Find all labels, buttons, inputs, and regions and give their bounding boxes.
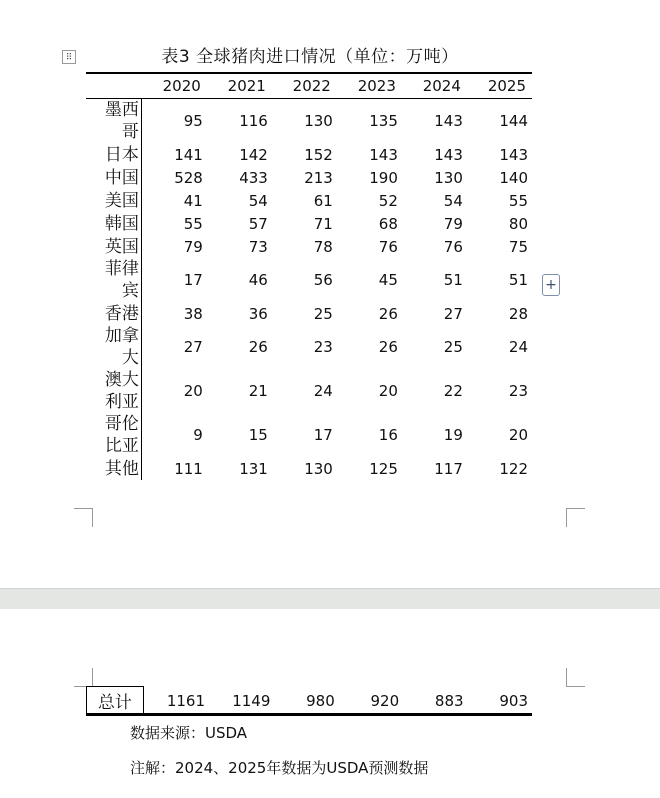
- country-name-line: 英国: [104, 236, 139, 257]
- import-value-cell: 52: [378, 191, 398, 210]
- table-caption: 表3 全球猪肉进口情况（单位：万吨）: [161, 47, 459, 67]
- import-value-cell: 20: [508, 426, 528, 444]
- country-name-cell: [86, 413, 141, 457]
- country-name-cell: [86, 143, 141, 166]
- total-value: 920: [370, 691, 400, 710]
- import-value-cell: 433: [239, 168, 268, 187]
- import-value-cell: 28: [508, 304, 528, 323]
- import-value-cell: 20: [378, 382, 398, 400]
- import-value-cell: 27: [443, 304, 463, 323]
- import-value-cell: 122: [499, 459, 528, 478]
- total-label: 总计: [87, 687, 144, 715]
- country-name-cell: [86, 302, 141, 325]
- country-name-cell: [86, 235, 141, 258]
- import-value-cell: 79: [443, 214, 463, 233]
- import-value-cell: 17: [183, 271, 203, 289]
- import-value-cell: 54: [248, 191, 268, 210]
- import-value-cell: 528: [174, 168, 203, 187]
- year-header: 2025: [467, 73, 532, 99]
- total-value: 980: [306, 691, 335, 710]
- import-value-cell: 17: [313, 426, 333, 444]
- country-name-cell: [86, 166, 141, 189]
- import-value-cell: 20: [183, 382, 203, 400]
- total-row: [87, 687, 533, 715]
- table-move-handle-icon[interactable]: ⠿: [62, 50, 76, 64]
- year-header: 2022: [272, 73, 337, 99]
- page-break-gap: [0, 588, 660, 610]
- country-name-line: 中国: [104, 167, 139, 188]
- import-value-cell: 117: [434, 459, 463, 478]
- import-value-cell: 46: [248, 271, 268, 289]
- import-value-cell: 41: [183, 191, 203, 210]
- add-column-plus-icon[interactable]: +: [542, 274, 560, 296]
- year-header: 2020: [141, 73, 206, 99]
- country-name-line: 日本: [104, 144, 139, 165]
- country-name-line: 美国: [104, 190, 139, 211]
- import-value-cell: 55: [183, 214, 203, 233]
- import-value-cell: 142: [239, 145, 268, 164]
- country-name-cell: [86, 325, 141, 369]
- country-name-line: 利亚: [104, 392, 139, 412]
- table-bottom-rule: [86, 713, 532, 716]
- table-row: [86, 143, 532, 166]
- import-value-cell: 125: [369, 459, 398, 478]
- year-header: 2021: [207, 73, 272, 99]
- year-header: 2024: [402, 73, 467, 99]
- import-value-cell: 38: [183, 304, 203, 323]
- import-value-cell: 25: [313, 304, 333, 323]
- import-value-cell: 111: [174, 459, 203, 478]
- import-value-cell: 51: [508, 271, 528, 289]
- import-value-cell: 144: [499, 112, 528, 130]
- country-name-line: 哥: [121, 122, 139, 142]
- total-value: 1161: [166, 691, 205, 710]
- import-value-cell: 135: [369, 112, 398, 130]
- import-value-cell: 130: [434, 168, 463, 187]
- page-corner-mark: [74, 508, 93, 527]
- import-value-cell: 141: [174, 145, 203, 164]
- page-corner-mark: [566, 508, 585, 527]
- country-name-cell: [86, 189, 141, 212]
- country-name-line: 其他: [104, 458, 139, 479]
- import-value-cell: 23: [508, 382, 528, 400]
- import-value-cell: 73: [248, 237, 268, 256]
- import-value-cell: 190: [369, 168, 398, 187]
- import-value-cell: 78: [313, 237, 333, 256]
- import-value-cell: 27: [183, 338, 203, 356]
- table-row: [86, 413, 532, 457]
- table-row: [86, 325, 532, 369]
- import-value-cell: 26: [378, 338, 398, 356]
- country-name-line: 菲律: [104, 259, 139, 279]
- table-row: [86, 369, 532, 413]
- import-value-cell: 26: [378, 304, 398, 323]
- import-value-cell: 76: [443, 237, 463, 256]
- import-value-cell: 61: [313, 191, 333, 210]
- import-value-cell: 143: [434, 112, 463, 130]
- import-value-cell: 19: [443, 426, 463, 444]
- header-row: [86, 73, 532, 99]
- import-value-cell: 16: [378, 426, 398, 444]
- total-value: 883: [434, 691, 464, 710]
- country-name-line: 澳大: [104, 370, 139, 390]
- header-corner-cell: [86, 73, 141, 99]
- country-name-cell: [86, 212, 141, 235]
- import-value-cell: 25: [443, 338, 463, 356]
- import-value-cell: 140: [499, 168, 528, 187]
- table-row: [86, 99, 532, 144]
- country-name-line: 墨西: [104, 100, 139, 120]
- country-name-line: 大: [121, 348, 139, 368]
- pork-import-table: [86, 72, 532, 480]
- import-value-cell: 23: [313, 338, 333, 356]
- import-value-cell: 152: [304, 145, 333, 164]
- country-name-cell: [86, 99, 141, 144]
- import-value-cell: 143: [434, 145, 463, 164]
- import-value-cell: 76: [378, 237, 398, 256]
- country-name-line: 宾: [121, 281, 139, 301]
- data-source-text: 数据来源：USDA: [130, 724, 248, 742]
- table-row: [86, 235, 532, 258]
- import-value-cell: 68: [378, 214, 398, 233]
- import-value-cell: 80: [508, 214, 528, 233]
- import-value-cell: 54: [443, 191, 463, 210]
- import-value-cell: 45: [378, 271, 398, 289]
- import-value-cell: 143: [369, 145, 398, 164]
- total-value: 903: [499, 691, 528, 710]
- country-name-line: 加拿: [104, 326, 139, 346]
- import-value-cell: 75: [508, 237, 528, 256]
- footnote-text: 注解：2024、2025年数据为USDA预测数据: [130, 759, 429, 777]
- import-value-cell: 56: [313, 271, 333, 289]
- country-name-cell: [86, 457, 141, 480]
- year-header: 2023: [337, 73, 402, 99]
- country-name-cell: [86, 369, 141, 413]
- import-value-cell: 213: [304, 168, 333, 187]
- import-value-cell: 15: [248, 426, 268, 444]
- import-value-cell: 55: [508, 191, 528, 210]
- import-value-cell: 9: [193, 426, 203, 444]
- import-value-cell: 24: [313, 382, 333, 400]
- import-value-cell: 130: [304, 112, 333, 130]
- table-row: [86, 302, 532, 325]
- import-value-cell: 24: [508, 338, 528, 356]
- table-row: [86, 166, 532, 189]
- import-value-cell: 71: [313, 214, 333, 233]
- table-row: [86, 457, 532, 480]
- table-row: [86, 212, 532, 235]
- country-name-cell: [86, 258, 141, 302]
- import-value-cell: 26: [248, 338, 268, 356]
- import-value-cell: 21: [248, 382, 268, 400]
- table-row: [86, 258, 532, 302]
- import-value-cell: 130: [304, 459, 333, 478]
- import-value-cell: 143: [499, 145, 528, 164]
- table-body: [86, 99, 532, 481]
- import-value-cell: 51: [443, 271, 463, 289]
- country-name-line: 香港: [104, 303, 139, 324]
- country-name-line: 哥伦: [104, 414, 139, 434]
- country-name-line: 韩国: [104, 213, 139, 234]
- table-row: [86, 189, 532, 212]
- total-value: 1149: [232, 691, 271, 710]
- import-value-cell: 22: [443, 382, 463, 400]
- country-name-line: 比亚: [104, 436, 139, 456]
- import-value-cell: 36: [248, 304, 268, 323]
- page-corner-mark: [566, 668, 585, 687]
- import-value-cell: 131: [239, 459, 268, 478]
- import-value-cell: 79: [183, 237, 203, 256]
- total-row-table: [86, 686, 532, 715]
- import-value-cell: 116: [239, 112, 268, 130]
- import-value-cell: 95: [183, 112, 203, 130]
- import-value-cell: 57: [248, 214, 268, 233]
- page-corner-mark: [74, 668, 93, 687]
